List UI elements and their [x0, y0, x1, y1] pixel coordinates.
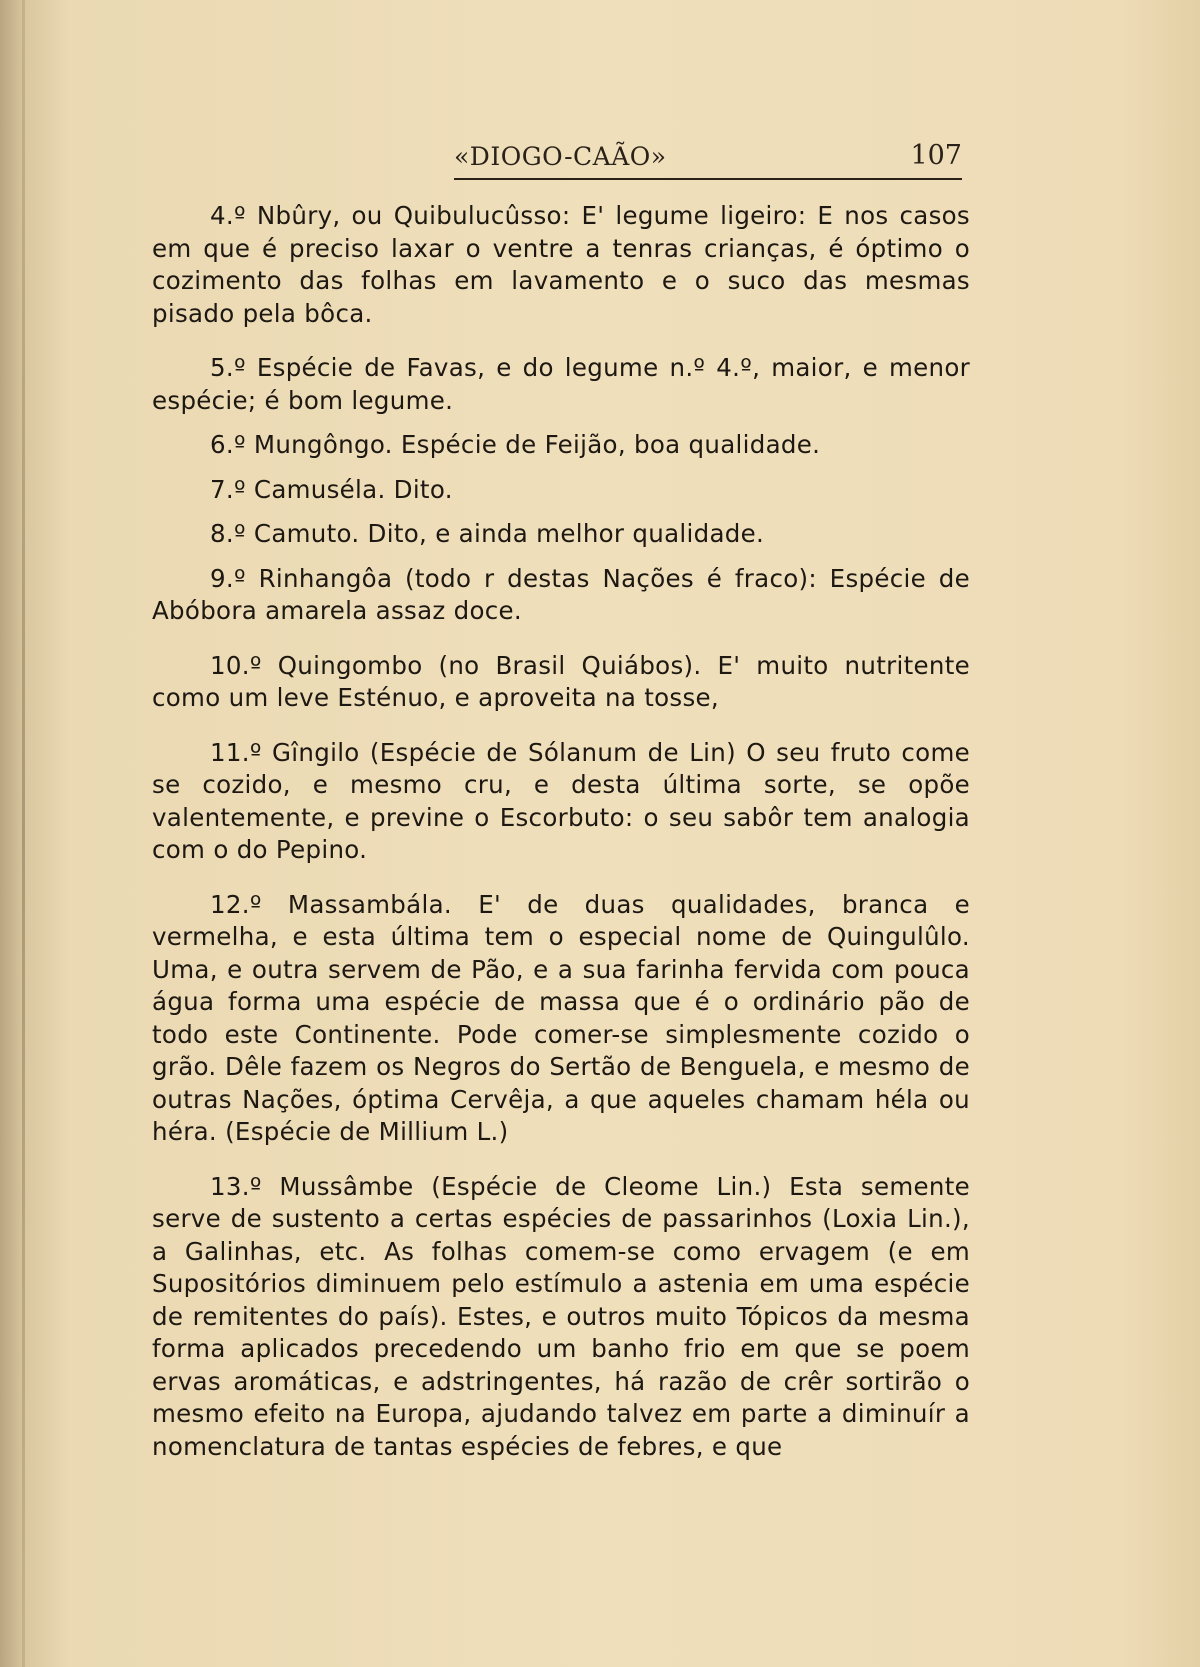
entry-paragraph: 12.º Massambála. E' de duas qualidades, branca e vermelha, e esta última tem o especial nome de Quingulûlo. Uma, e outra servem de Pão, e a sua farinha fervida com pouca água forma uma espécie de massa que é o ordinário pão de todo este Continente. Pode comer-se simplesmente cozido o grão. Dêle fazem os Negros do Sertão de Benguela, e mesmo de outras Nações, óptima Cervêja, a que aqueles chamam héla ou héra. (Espécie de Millium L.)	[152, 889, 970, 1146]
page-header	[152, 138, 970, 182]
entry-paragraph: 4.º Nbûry, ou Quibulucûsso: E' legume ligeiro: E nos casos em que é preciso laxar o ventre a tenras crianças, é óptimo o cozimento das folhas em lavamento e o suco das mesmas pisado pela bôca.	[152, 201, 970, 328]
entry-paragraph: 5.º Espécie de Favas, e do legume n.º 4.º, maior, e menor espécie; é bom legume.	[152, 353, 970, 415]
binding-gutter	[22, 0, 25, 1667]
running-title: «DIOGO-CAÃO»	[454, 142, 667, 171]
entry-paragraph: 11.º Gîngilo (Espécie de Sólanum de Lin) O seu fruto come se cozido, e mesmo cru, e desta última sorte, se opõe valentemente, e previne o Escorbuto: o seu sabôr tem analogia com o do Pepino.	[152, 737, 970, 864]
entry-paragraph: 6.º Mungôngo. Espécie de Feijão, boa qualidade.	[210, 430, 821, 459]
entry-paragraph: 10.º Quingombo (no Brasil Quiábos). E' muito nutritente como um leve Esténuo, e aproveita na tosse,	[152, 650, 970, 712]
entry-paragraph: 8.º Camuto. Dito, e ainda melhor qualidade.	[210, 519, 765, 548]
page-content	[152, 138, 970, 1477]
entry-paragraph: 13.º Mussâmbe (Espécie de Cleome Lin.) Esta semente serve de sustento a certas espécies de passarinhos (Loxia Lin.), a Galinhas, etc. As folhas comem-se como ervagem (e em Supositórios diminuem pelo estímulo a astenia em uma espécie de remitentes do país). Estes, e outros muito Tópicos da mesma forma aplicados precedendo um banho frio em que se poem ervas aromáticas, e adstringentes, há razão de crêr sortirão o mesmo efeito na Europa, ajudando talvez em parte a diminuír a nomenclatura de tantas espécies de febres, e que	[152, 1171, 970, 1461]
header-rule	[454, 178, 962, 180]
entry-paragraph: 9.º Rinhangôa (todo r destas Nações é fraco): Espécie de Abóbora amarela assaz doce.	[152, 563, 970, 625]
entry-paragraph: 7.º Camuséla. Dito.	[210, 474, 453, 504]
page-number: 107	[910, 140, 962, 171]
